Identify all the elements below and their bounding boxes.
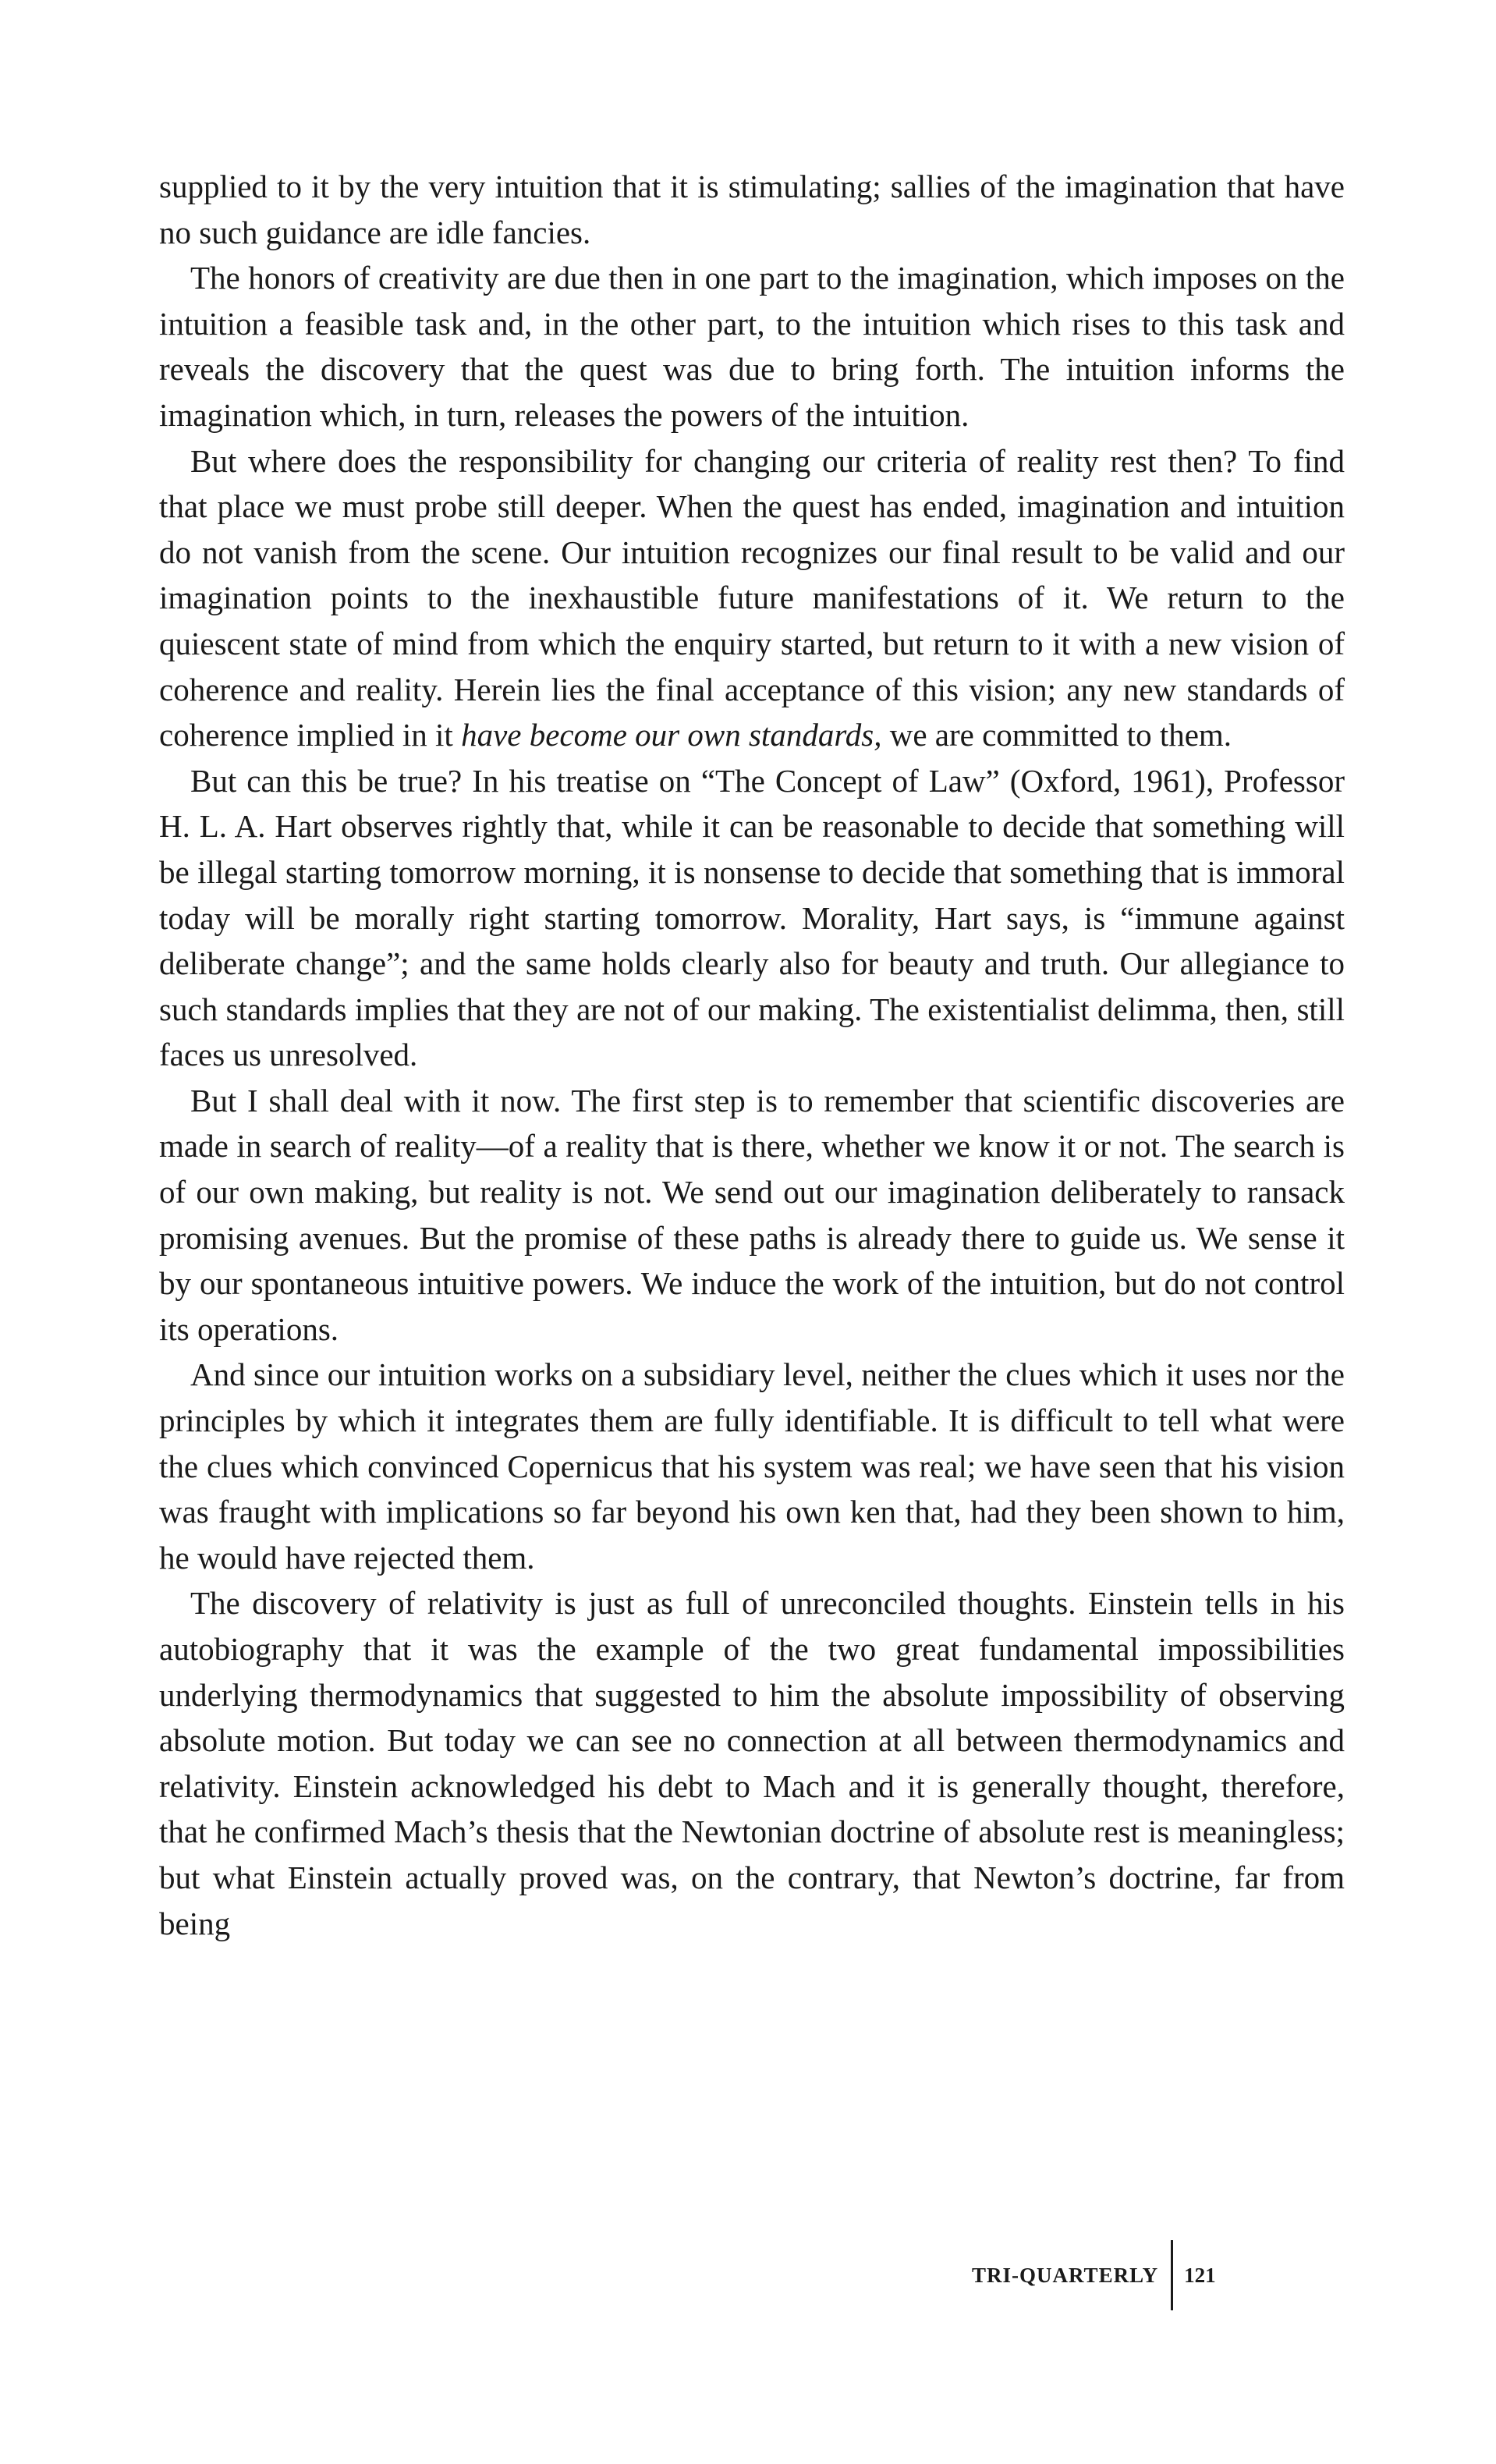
paragraph: [159, 255, 1345, 438]
paragraph-text: But I shall deal with it now. The first step is to remember that scientific discoveries are made in search of reality—of a reality that is there, whether we know it or not. The search is of our own making, but reality is not. We send out our imagination deliberately to ransack promising avenues. But the promise of these paths is already there to guide us. We sense it by our spontaneous intuitive powers. We induce the work of the intuition, but do not control its operations.: [159, 1082, 1345, 1347]
paragraph-text: we are committed to them.: [881, 717, 1232, 753]
paragraph-text: But can this be true? In his treatise on “The Concept of Law” (Oxford, 1961), Professor H. L. A. Hart observes rightly that, while it can be reasonable to decide that something will be illegal starting tomorrow morning, it is nonsense to decide that something that is immoral today will be morally right starting tomorrow. Morality, Hart says, is “immune against deliberate change”; and the same holds clearly also for beauty and truth. Our allegiance to such standards implies that they are not of our making. The existentialist delimma, then, still faces us unresolved.: [159, 762, 1345, 1073]
paragraph-text: And since our intuition works on a subsidiary level, neither the clues which it uses nor the principles by which it integrates them are fully identifiable. It is difficult to tell what were the clues which convinced Copernicus that his system was real; we have seen that his vision was fraught with implications so far beyond his own ken that, had they been shown to him, he would have rejected them.: [159, 1356, 1345, 1576]
page-footer: [972, 2240, 1216, 2310]
paragraph: [159, 1352, 1345, 1580]
page-number: 121: [1184, 2263, 1216, 2287]
paragraph: [159, 1580, 1345, 1946]
body-text: [159, 164, 1345, 1946]
paragraph: [159, 758, 1345, 1078]
paragraph-text: The discovery of relativity is just as full of unreconciled thoughts. Einstein tells in his autobiography that it was the example of the two great fundamental impossibilities underlying thermodynamics that suggested to him the absolute impossibility of observing absolute motion. But today we can see no connection at all between thermodynamics and relativity. Einstein acknowledged his debt to Mach and it is generally thought, therefore, that he confirmed Mach’s thesis that the Newtonian doctrine of absolute rest is meaningless; but what Einstein actually proved was, on the contrary, that Newton’s doctrine, far from being: [159, 1585, 1345, 1941]
paragraph: [159, 438, 1345, 758]
paragraph-text: But where does the responsibility for changing our criteria of reality rest then? To find that place we must probe still deeper. When the quest has ended, imagination and intuition do not vanish from the scene. Our intuition recognizes our final result to be valid and our imagination points to the inexhaustible future manifestations of it. We return to the quiescent state of mind from which the enquiry started, but return to it with a new vision of coherence and reality. Herein lies the final acceptance of this vision; any new standards of coherence implied in it: [159, 442, 1345, 753]
running-head: TRI-QUARTERLY: [972, 2263, 1159, 2287]
italic-text: have become our own standards,: [461, 717, 882, 753]
paragraph-text: The honors of creativity are due then in one part to the imagination, which imposes on the intuition a feasible task and, in the other part, to the intuition which rises to this task and reveals the discovery that the quest was due to bring forth. The intuition informs the imagination which, in turn, releases the powers of the intuition.: [159, 260, 1345, 433]
paragraph-text: supplied to it by the very intuition that it is stimulating; sallies of the imagination that have no such guidance are idle fancies.: [159, 168, 1345, 250]
paragraph: [159, 1078, 1345, 1353]
paragraph: [159, 164, 1345, 255]
